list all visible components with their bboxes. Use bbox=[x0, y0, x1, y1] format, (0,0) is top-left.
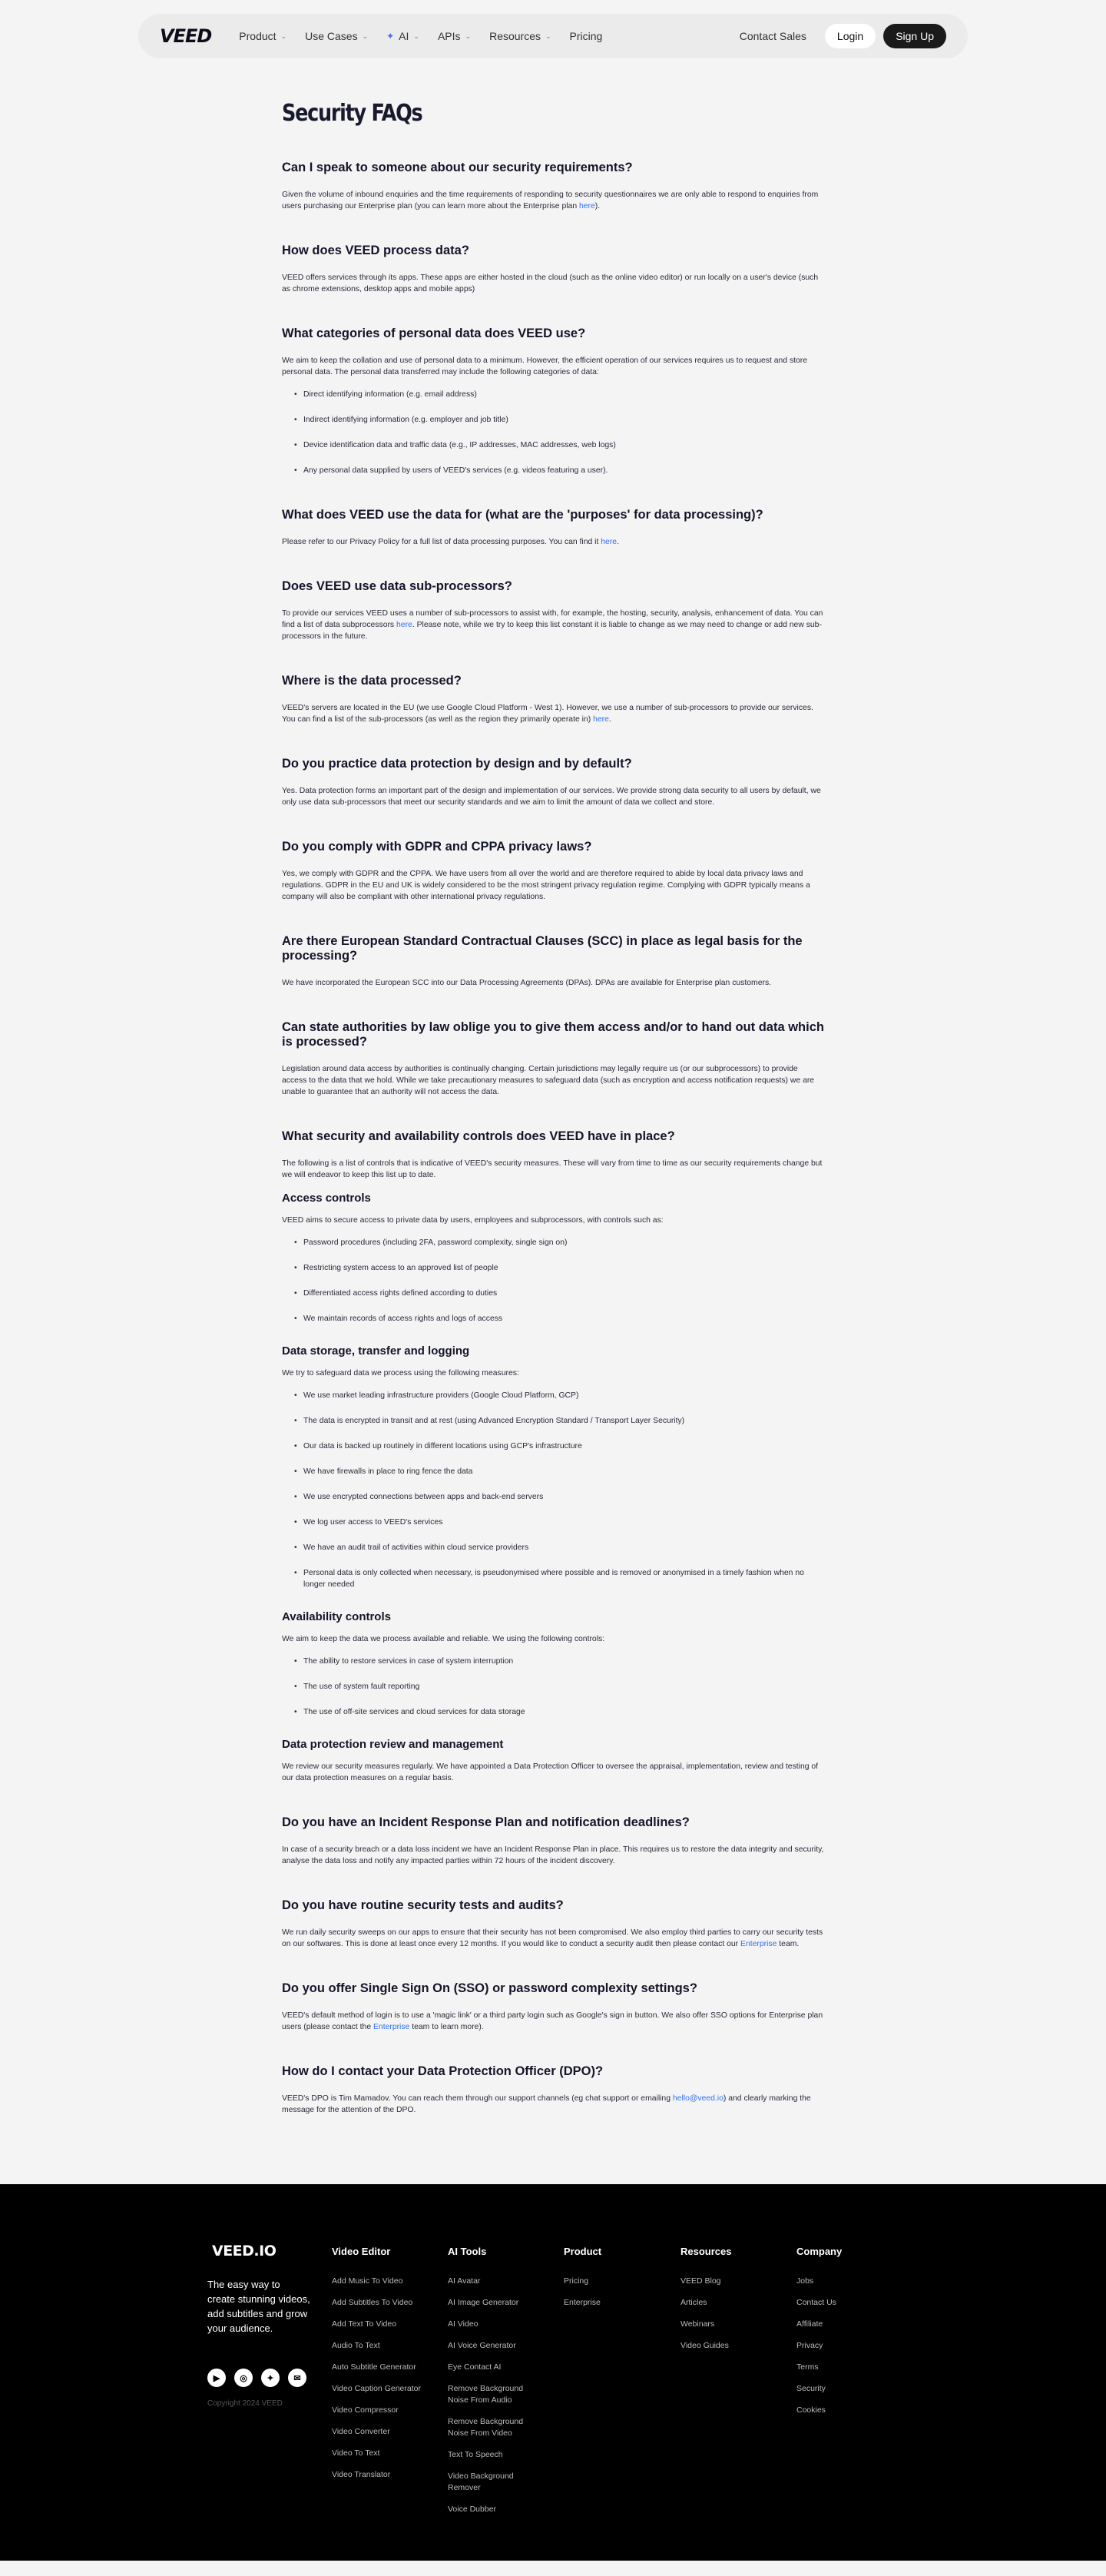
list-item: • We have firewalls in place to ring fence the data bbox=[303, 1466, 824, 1477]
enterprise-plan-link[interactable]: here bbox=[578, 202, 595, 211]
footer-link[interactable]: Jobs bbox=[796, 2276, 814, 2286]
nav-resources[interactable]: Resources ⌄ bbox=[489, 30, 551, 42]
faq-question: Do you offer Single Sign On (SSO) or password complexity settings? bbox=[282, 1981, 697, 1995]
footer-link[interactable]: Cookies bbox=[796, 2405, 826, 2415]
nav-actions bbox=[740, 24, 946, 48]
twitter-icon[interactable]: ✦ bbox=[261, 2369, 280, 2387]
faq-question: Where is the data processed? bbox=[282, 674, 462, 688]
faq-item bbox=[282, 579, 824, 642]
footer-col-ai-tools bbox=[448, 2246, 544, 2525]
faq-answer: Legislation around data access by authorities is continually changing. Certain jurisdictions may legally require us (or our subprocessors) to provide access to the data that we hold. While we take precautionary measures to safeguard data (such as encryption and access notification requests) we are unable to guarantee that an authority will not access the data. bbox=[282, 1065, 815, 1096]
faq-item bbox=[282, 327, 824, 476]
chevron-down-icon: ⌄ bbox=[465, 31, 472, 40]
availability-controls-list bbox=[303, 1656, 824, 1718]
footer-col-title: Resources bbox=[680, 2246, 732, 2257]
footer-col-title: Product bbox=[564, 2246, 602, 2257]
list-item: • We have an audit trail of activities within cloud service providers bbox=[303, 1542, 824, 1553]
footer-link[interactable]: Add Music To Video bbox=[332, 2276, 403, 2286]
section-heading: Data protection review and management bbox=[282, 1738, 504, 1751]
faq-answer: VEED's DPO is Tim Mamadov. You can reach them through our support channels (eg chat support or emailing hello@veed.io) and clearly marking the message for the attention of the DPO. bbox=[282, 2094, 811, 2114]
list-item: • Differentiated access rights defined according to duties bbox=[303, 1288, 824, 1299]
footer-link[interactable]: Audio To Text bbox=[332, 2341, 380, 2350]
faq-item bbox=[282, 757, 824, 808]
footer-link[interactable]: AI Avatar bbox=[448, 2276, 481, 2286]
footer-link[interactable]: Video Background Remover bbox=[448, 2472, 514, 2492]
nav-ai[interactable]: ✦ AI ⌄ bbox=[386, 30, 419, 42]
faq-item bbox=[282, 161, 824, 212]
faq-question: Are there European Standard Contractual Clauses (SCC) in place as legal basis for the processing? bbox=[282, 934, 803, 963]
email-icon[interactable]: ✉ bbox=[288, 2369, 306, 2387]
faq-item bbox=[282, 1129, 824, 1784]
footer-link[interactable]: Security bbox=[796, 2384, 826, 2393]
faq-item bbox=[282, 2064, 824, 2116]
footer-link[interactable]: Video Guides bbox=[680, 2341, 729, 2350]
section-text: VEED aims to secure access to private data by users, employees and subprocessors, with controls such as: bbox=[282, 1216, 664, 1225]
faq-question: Do you have routine security tests and audits? bbox=[282, 1898, 564, 1912]
footer-link[interactable]: Enterprise bbox=[564, 2298, 601, 2307]
faq-question: How do I contact your Data Protection Officer (DPO)? bbox=[282, 2064, 604, 2078]
list-item: • We use encrypted connections between apps and back-end servers bbox=[303, 1491, 824, 1503]
nav-use-cases[interactable]: Use Cases ⌄ bbox=[305, 30, 369, 42]
chevron-down-icon: ⌄ bbox=[545, 31, 551, 40]
footer-link[interactable]: Video To Text bbox=[332, 2448, 380, 2458]
faq-item bbox=[282, 1898, 824, 1950]
faq-answer: VEED's servers are located in the EU (we use Google Cloud Platform - West 1). However, we use a number of sub-processors to provide our services. You can find a list of the sub-processors (as well as the region they primarily operate in) here. bbox=[282, 704, 813, 724]
footer-link[interactable]: Video Compressor bbox=[332, 2405, 399, 2415]
veed-logo[interactable]: VEED bbox=[160, 25, 212, 47]
faq-answer: Yes, we comply with GDPR and the CPPA. We have users from all over the world and are therefore required to abide by local data privacy laws and regulations. GDPR in the EU and UK is widely considered to be the most stringent privacy regulation regime. Complying with GDPR typically means a company will also be compliant with other international privacy regulations. bbox=[282, 870, 810, 901]
section-heading: Data storage, transfer and logging bbox=[282, 1344, 470, 1358]
faq-answer: In case of a security breach or a data loss incident we have an Incident Response Plan in place. This requires us to restore the data integrity and security, analyse the data loss and notify any impacted parties within 72 hours of the incident discovery. bbox=[282, 1845, 824, 1865]
footer-link[interactable]: Privacy bbox=[796, 2341, 823, 2350]
footer-link[interactable]: Video Caption Generator bbox=[332, 2384, 421, 2393]
data-categories-list bbox=[303, 389, 824, 476]
faq-question: Do you have an Incident Response Plan and notification deadlines? bbox=[282, 1815, 690, 1829]
footer-col-title: Video Editor bbox=[332, 2246, 391, 2257]
signup-button[interactable]: Sign Up bbox=[883, 24, 946, 48]
footer-link[interactable]: AI Voice Generator bbox=[448, 2341, 516, 2350]
footer-col-title: Company bbox=[796, 2246, 843, 2257]
faq-item bbox=[282, 1020, 824, 1098]
footer-col-company bbox=[796, 2246, 892, 2426]
faq-answer: Given the volume of inbound enquiries and the time requirements of responding to security questionnaires we are only able to respond to enquiries from users purchasing our Enterprise plan (you can learn more about the Enterprise plan here). bbox=[282, 191, 819, 211]
faq-answer: VEED offers services through its apps. These apps are either hosted in the cloud (such as the online video editor) or run locally on a user's device (such as chrome extensions, desktop apps and mobile apps) bbox=[282, 274, 819, 293]
section-heading: Access controls bbox=[282, 1192, 371, 1205]
login-button[interactable]: Login bbox=[825, 24, 876, 48]
list-item: • We log user access to VEED's services bbox=[303, 1517, 824, 1528]
footer-link[interactable]: Terms bbox=[796, 2362, 819, 2372]
site-footer bbox=[0, 2184, 1106, 2561]
youtube-icon[interactable]: ▶ bbox=[207, 2369, 226, 2387]
list-item: • Device identification data and traffic data (e.g., IP addresses, MAC addresses, web logs) bbox=[303, 439, 824, 451]
faq-answer: We run daily security sweeps on our apps to ensure that their security has not been compromised. We also employ third parties to carry our security tests on our softwares. This is done at least once every 12 months. If you would like to conduct a security audit then please contact our Enterprise team. bbox=[282, 1928, 823, 1948]
access-controls-list bbox=[303, 1237, 824, 1324]
footer-link[interactable]: Voice Dubber bbox=[448, 2505, 497, 2514]
footer-logo[interactable]: VEED.IO bbox=[212, 2243, 276, 2259]
faq-question: Does VEED use data sub-processors? bbox=[282, 579, 512, 593]
footer-link[interactable]: Video Translator bbox=[332, 2470, 391, 2479]
copyright: Copyright 2024 VEED bbox=[207, 2399, 283, 2408]
footer-link[interactable]: Add Subtitles To Video bbox=[332, 2298, 413, 2307]
faq-answer: The following is a list of controls that is indicative of VEED's security measures. These will vary from time to time as our security requirements change but we will endeavor to keep this list up to date. bbox=[282, 1159, 823, 1179]
list-item: • The data is encrypted in transit and at rest (using Advanced Encryption Standard / Transport Layer Security) bbox=[303, 1415, 824, 1427]
footer-link[interactable]: Video Converter bbox=[332, 2427, 390, 2436]
footer-link[interactable]: Pricing bbox=[564, 2276, 589, 2286]
subprocessors-link[interactable]: here bbox=[396, 621, 412, 629]
faq-item bbox=[282, 674, 824, 725]
chevron-down-icon: ⌄ bbox=[280, 31, 287, 40]
list-item: • The use of off-site services and cloud services for data storage bbox=[303, 1706, 824, 1718]
list-item: • Our data is backed up routinely in different locations using GCP's infrastructure bbox=[303, 1441, 824, 1452]
faq-question: What does VEED use the data for (what are the 'purposes' for data processing)? bbox=[282, 508, 763, 522]
section-heading: Availability controls bbox=[282, 1610, 391, 1623]
list-item: • We maintain records of access rights and logs of access bbox=[303, 1313, 824, 1324]
faq-item bbox=[282, 1815, 824, 1867]
footer-col-product bbox=[564, 2246, 660, 2319]
section-text: We review our security measures regularly. We have appointed a Data Protection Officer to oversee the appraisal, implementation, review and testing of our data protection measures on a regular basis. bbox=[282, 1762, 819, 1782]
footer-link[interactable]: Auto Subtitle Generator bbox=[332, 2362, 416, 2372]
faq-answer: To provide our services VEED uses a number of sub-processors to assist with, for example, the hosting, security, analysis, enhancement of data. You can find a list of data subprocessors here. Please note, while we try to keep this list constant it is liable to change as we may need to change or add new sub-processors in the future. bbox=[282, 609, 823, 641]
faq-question: What security and availability controls does VEED have in place? bbox=[282, 1129, 675, 1143]
list-item: • Direct identifying information (e.g. email address) bbox=[303, 389, 824, 400]
list-item: • Personal data is only collected when necessary, is pseudonymised where possible and is removed or anonymised in a timely fashion when no longer needed bbox=[303, 1567, 824, 1590]
enterprise-contact-link[interactable]: Enterprise bbox=[740, 1940, 777, 1948]
faq-answer: Yes. Data protection forms an important part of the design and implementation of our services. We provide strong data security to all users by default, we only use data sub-processors that meet our security standards and we aim to limit the amount of data we collect and store. bbox=[282, 787, 821, 807]
faq-item bbox=[282, 840, 824, 903]
faq-item bbox=[282, 508, 824, 548]
footer-link[interactable]: Contact Us bbox=[796, 2298, 836, 2307]
faq-item bbox=[282, 244, 824, 295]
enterprise-team-link[interactable]: Enterprise bbox=[373, 2023, 410, 2031]
footer-link[interactable]: Add Text To Video bbox=[332, 2319, 397, 2329]
faq-item bbox=[282, 1981, 824, 2033]
top-navigation bbox=[138, 14, 968, 58]
list-item: • We use market leading infrastructure providers (Google Cloud Platform, GCP) bbox=[303, 1390, 824, 1401]
faq-answer: VEED's default method of login is to use a 'magic link' or a third party login such as Google's sign in button. We also offer SSO options for Enterprise plan users (please contact the Enterprise team to learn more). bbox=[282, 2011, 823, 2031]
storage-measures-list bbox=[303, 1390, 824, 1590]
nav-product[interactable]: Product ⌄ bbox=[239, 30, 287, 42]
footer-tagline: The easy way to create stunning videos, add subtitles and grow your audience. bbox=[207, 2279, 310, 2334]
section-text: We try to safeguard data we process using the following measures: bbox=[282, 1369, 519, 1378]
footer-link[interactable]: AI Image Generator bbox=[448, 2298, 519, 2307]
contact-sales-link[interactable]: Contact Sales bbox=[739, 30, 806, 42]
footer-link[interactable]: VEED Blog bbox=[680, 2276, 721, 2286]
nav-apis[interactable]: APIs ⌄ bbox=[437, 30, 472, 42]
faq-question: How does VEED process data? bbox=[282, 244, 469, 257]
footer-link[interactable]: Remove Background Noise From Video bbox=[448, 2417, 524, 2438]
chevron-down-icon: ⌄ bbox=[362, 31, 369, 40]
subprocessor-regions-link[interactable]: here bbox=[593, 715, 609, 724]
list-item: • Password procedures (including 2FA, password complexity, single sign on) bbox=[303, 1237, 824, 1248]
footer-link[interactable]: Remove Background Noise From Audio bbox=[448, 2384, 524, 2405]
list-item: • Any personal data supplied by users of VEED's services (e.g. videos featuring a user). bbox=[303, 465, 824, 476]
footer-link[interactable]: AI Video bbox=[448, 2319, 478, 2329]
instagram-icon[interactable]: ◎ bbox=[234, 2369, 253, 2387]
faq-question: Can I speak to someone about our security requirements? bbox=[282, 161, 633, 174]
faq-question: What categories of personal data does VEED use? bbox=[282, 327, 586, 340]
footer-col-video-editor bbox=[332, 2246, 428, 2491]
footer-link[interactable]: Eye Contact AI bbox=[448, 2362, 502, 2372]
footer-link[interactable]: Text To Speech bbox=[448, 2450, 503, 2459]
faq-question: Can state authorities by law oblige you to give them access and/or to hand out data which is processed? bbox=[282, 1020, 824, 1049]
footer-col-resources bbox=[680, 2246, 777, 2362]
nav-pricing[interactable]: Pricing bbox=[569, 30, 603, 42]
main-content bbox=[282, 100, 824, 2147]
chevron-down-icon: ⌄ bbox=[413, 31, 419, 40]
list-item: • Indirect identifying information (e.g. employer and job title) bbox=[303, 414, 824, 426]
page-title: Security FAQs bbox=[282, 100, 422, 127]
faq-item bbox=[282, 934, 824, 989]
section-text: We aim to keep the data we process available and reliable. We using the following controls: bbox=[282, 1635, 605, 1643]
faq-question: Do you comply with GDPR and CPPA privacy laws? bbox=[282, 840, 592, 854]
ai-sparkle-icon: ✦ bbox=[386, 31, 395, 41]
list-item: • The ability to restore services in case of system interruption bbox=[303, 1656, 824, 1667]
footer-link[interactable]: Affiliate bbox=[796, 2319, 823, 2329]
privacy-policy-link[interactable]: here bbox=[601, 538, 618, 546]
nav-links bbox=[239, 30, 602, 42]
faq-answer: Please refer to our Privacy Policy for a full list of data processing purposes. You can find it here. bbox=[282, 538, 619, 546]
footer-col-title: AI Tools bbox=[448, 2246, 487, 2257]
footer-link[interactable]: Articles bbox=[680, 2298, 707, 2307]
list-item: • The use of system fault reporting bbox=[303, 1681, 824, 1692]
social-links bbox=[207, 2369, 306, 2387]
list-item: • Restricting system access to an approved list of people bbox=[303, 1262, 824, 1274]
faq-answer: We have incorporated the European SCC into our Data Processing Agreements (DPAs). DPAs are available for Enterprise plan customers. bbox=[282, 979, 772, 987]
faq-question: Do you practice data protection by design and by default? bbox=[282, 757, 632, 771]
faq-answer: We aim to keep the collation and use of personal data to a minimum. However, the efficient operation of our services requires us to request and store personal data. The personal data transferred may include the following categories of data: bbox=[282, 356, 808, 376]
footer-link[interactable]: Webinars bbox=[680, 2319, 715, 2329]
support-email-link[interactable]: hello@veed.io bbox=[672, 2094, 724, 2103]
